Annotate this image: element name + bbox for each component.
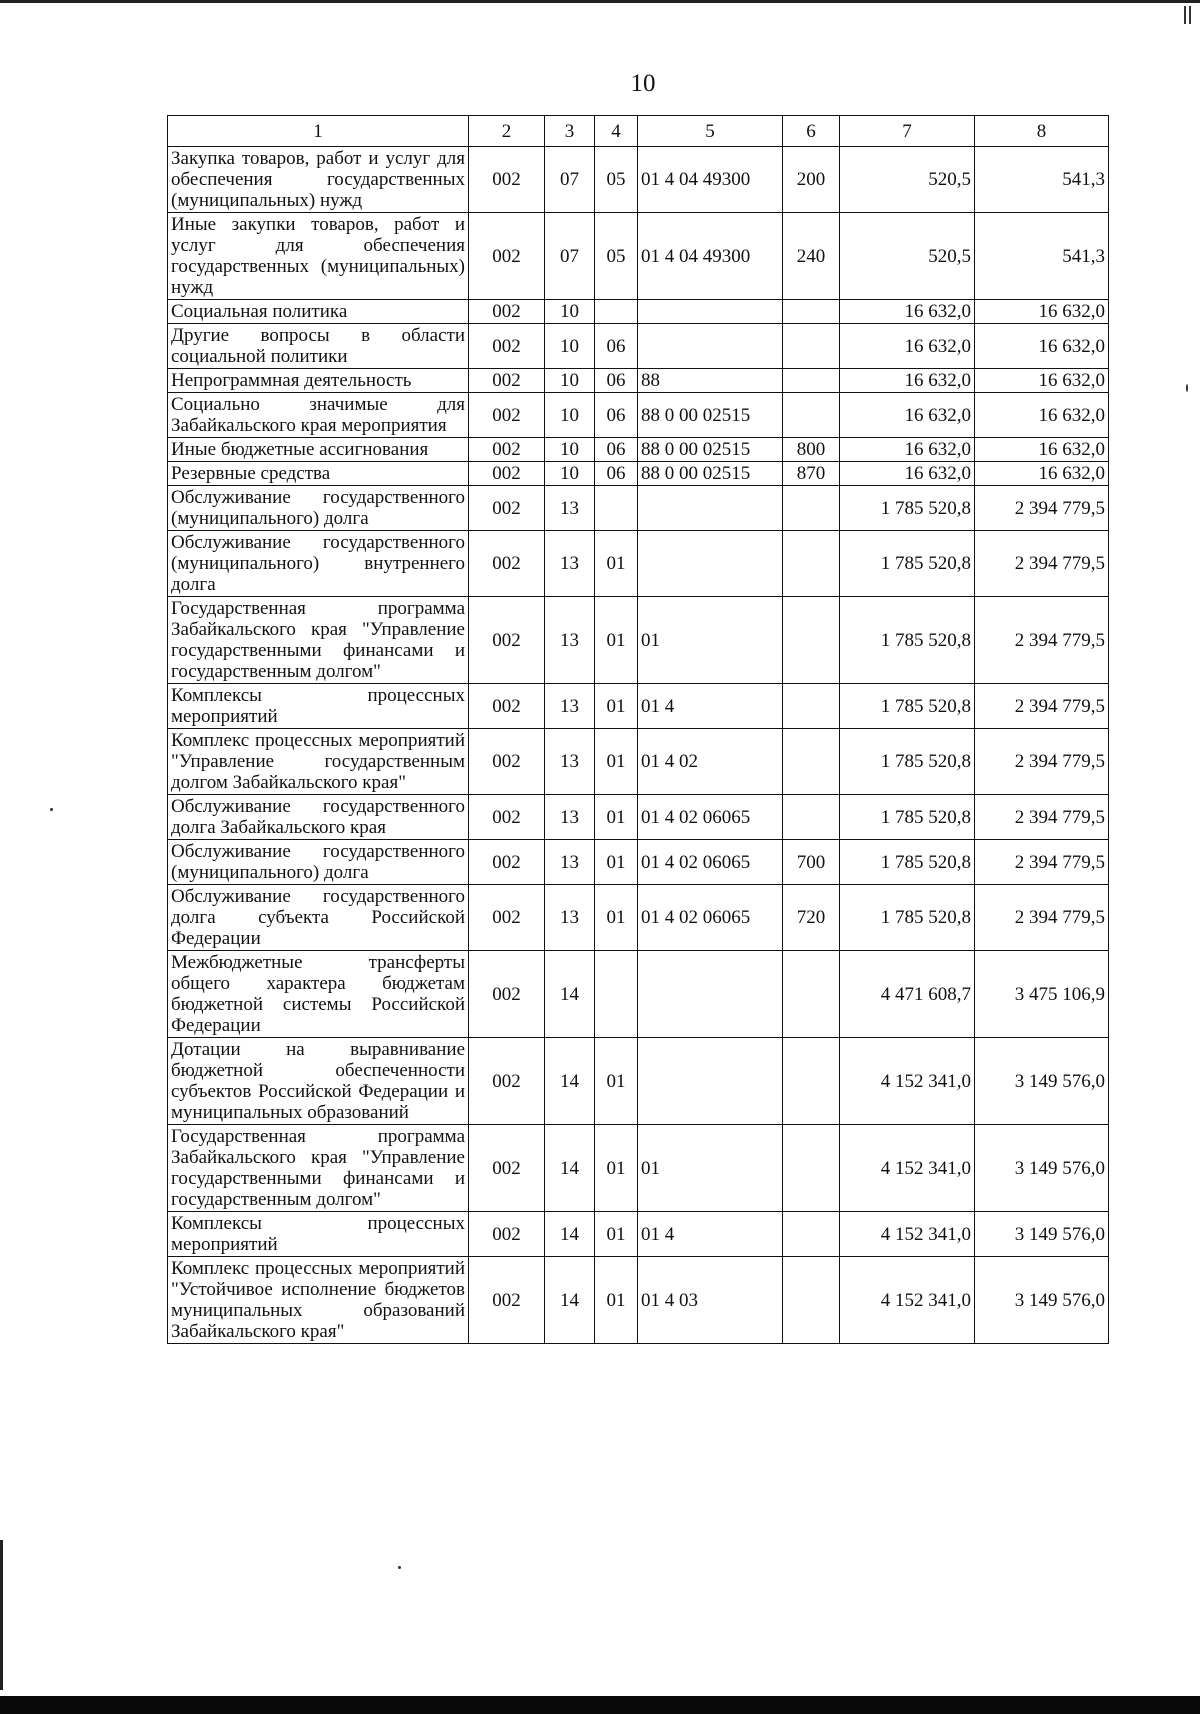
ministry-code-cell: 002 — [469, 729, 545, 795]
table-row — [168, 369, 1109, 393]
column-header-2: 2 — [469, 116, 545, 147]
section-cell: 13 — [545, 729, 595, 795]
subsection-cell: 01 — [595, 597, 638, 684]
target-article-cell: 01 4 02 06065 — [638, 795, 783, 840]
item-name-cell: Социально значимые для Забайкальского края мероприятия — [168, 393, 469, 438]
target-article-cell — [638, 324, 783, 369]
subsection-cell: 06 — [595, 369, 638, 393]
item-name-cell: Обслуживание государственного долга Забайкальского края — [168, 795, 469, 840]
expense-type-cell — [783, 300, 840, 324]
item-name-cell: Государственная программа Забайкальского края "Управление государственными финансами и государственным долгом" — [168, 1125, 469, 1212]
table-row — [168, 1125, 1109, 1212]
table-row — [168, 531, 1109, 597]
subsection-cell: 01 — [595, 1212, 638, 1257]
amount-col7-cell: 1 785 520,8 — [840, 597, 975, 684]
table-row — [168, 324, 1109, 369]
scan-mark — [1184, 6, 1191, 24]
target-article-cell: 01 4 — [638, 1212, 783, 1257]
subsection-cell: 01 — [595, 1038, 638, 1125]
subsection-cell: 01 — [595, 684, 638, 729]
amount-col7-cell: 4 152 341,0 — [840, 1212, 975, 1257]
subsection-cell: 01 — [595, 531, 638, 597]
section-cell: 14 — [545, 1125, 595, 1212]
amount-col7-cell: 1 785 520,8 — [840, 486, 975, 531]
section-cell: 13 — [545, 840, 595, 885]
subsection-cell — [595, 486, 638, 531]
expense-type-cell — [783, 393, 840, 438]
amount-col7-cell: 1 785 520,8 — [840, 684, 975, 729]
item-name-cell: Комплексы процессных мероприятий — [168, 1212, 469, 1257]
item-name-cell: Межбюджетные трансферты общего характера бюджетам бюджетной системы Российской Федерации — [168, 951, 469, 1038]
page-number: 10 — [630, 70, 656, 97]
subsection-cell: 01 — [595, 795, 638, 840]
ministry-code-cell: 002 — [469, 951, 545, 1038]
ministry-code-cell: 002 — [469, 684, 545, 729]
column-header-5: 5 — [638, 116, 783, 147]
section-cell: 13 — [545, 795, 595, 840]
subsection-cell: 06 — [595, 393, 638, 438]
item-name-cell: Дотации на выравнивание бюджетной обеспеченности субъектов Российской Федерации и муниципальных образований — [168, 1038, 469, 1125]
amount-col8-cell: 16 632,0 — [975, 393, 1109, 438]
expense-type-cell — [783, 729, 840, 795]
target-article-cell: 01 — [638, 597, 783, 684]
subsection-cell: 01 — [595, 885, 638, 951]
amount-col7-cell: 520,5 — [840, 147, 975, 213]
section-cell: 13 — [545, 531, 595, 597]
section-cell: 10 — [545, 393, 595, 438]
expense-type-cell — [783, 1212, 840, 1257]
target-article-cell — [638, 1038, 783, 1125]
amount-col7-cell: 1 785 520,8 — [840, 795, 975, 840]
amount-col7-cell: 16 632,0 — [840, 300, 975, 324]
amount-col8-cell: 2 394 779,5 — [975, 795, 1109, 840]
column-header-4: 4 — [595, 116, 638, 147]
expense-type-cell — [783, 369, 840, 393]
expense-type-cell — [783, 684, 840, 729]
amount-col8-cell: 541,3 — [975, 213, 1109, 300]
section-cell: 10 — [545, 462, 595, 486]
amount-col8-cell: 3 149 576,0 — [975, 1212, 1109, 1257]
table-row — [168, 486, 1109, 531]
amount-col8-cell: 16 632,0 — [975, 369, 1109, 393]
amount-col8-cell: 2 394 779,5 — [975, 684, 1109, 729]
amount-col8-cell: 3 149 576,0 — [975, 1257, 1109, 1344]
amount-col7-cell: 4 471 608,7 — [840, 951, 975, 1038]
amount-col7-cell: 1 785 520,8 — [840, 531, 975, 597]
ministry-code-cell: 002 — [469, 324, 545, 369]
expense-type-cell — [783, 324, 840, 369]
item-name-cell: Резервные средства — [168, 462, 469, 486]
ministry-code-cell: 002 — [469, 795, 545, 840]
column-header-8: 8 — [975, 116, 1109, 147]
table-row — [168, 597, 1109, 684]
ministry-code-cell: 002 — [469, 1257, 545, 1344]
expense-type-cell — [783, 1038, 840, 1125]
target-article-cell: 01 — [638, 1125, 783, 1212]
expense-type-cell — [783, 795, 840, 840]
item-name-cell: Иные бюджетные ассигнования — [168, 438, 469, 462]
ministry-code-cell: 002 — [469, 531, 545, 597]
table-row — [168, 684, 1109, 729]
subsection-cell: 01 — [595, 840, 638, 885]
target-article-cell: 01 4 02 06065 — [638, 840, 783, 885]
section-cell: 14 — [545, 1212, 595, 1257]
amount-col8-cell: 3 149 576,0 — [975, 1125, 1109, 1212]
column-header-3: 3 — [545, 116, 595, 147]
target-article-cell: 01 4 03 — [638, 1257, 783, 1344]
target-article-cell — [638, 531, 783, 597]
item-name-cell: Другие вопросы в области социальной политики — [168, 324, 469, 369]
item-name-cell: Закупка товаров, работ и услуг для обеспечения государственных (муниципальных) нужд — [168, 147, 469, 213]
item-name-cell: Обслуживание государственного (муниципального) долга — [168, 840, 469, 885]
target-article-cell: 01 4 — [638, 684, 783, 729]
table-row — [168, 840, 1109, 885]
expense-type-cell: 720 — [783, 885, 840, 951]
column-header-1: 1 — [168, 116, 469, 147]
section-cell: 13 — [545, 486, 595, 531]
target-article-cell — [638, 951, 783, 1038]
ministry-code-cell: 002 — [469, 597, 545, 684]
table-row — [168, 1038, 1109, 1125]
amount-col8-cell: 16 632,0 — [975, 462, 1109, 486]
table-row — [168, 147, 1109, 213]
item-name-cell: Комплексы процессных мероприятий — [168, 684, 469, 729]
table-row — [168, 729, 1109, 795]
item-name-cell: Непрограммная деятельность — [168, 369, 469, 393]
column-header-7: 7 — [840, 116, 975, 147]
target-article-cell — [638, 486, 783, 531]
amount-col7-cell: 16 632,0 — [840, 324, 975, 369]
expense-type-cell: 200 — [783, 147, 840, 213]
table-row — [168, 462, 1109, 486]
item-name-cell: Обслуживание государственного (муниципального) долга — [168, 486, 469, 531]
target-article-cell: 88 — [638, 369, 783, 393]
item-name-cell: Обслуживание государственного (муниципального) внутреннего долга — [168, 531, 469, 597]
section-cell: 10 — [545, 324, 595, 369]
scan-border-bottom — [0, 1696, 1200, 1714]
table-header-row — [168, 116, 1109, 147]
target-article-cell: 01 4 02 — [638, 729, 783, 795]
amount-col8-cell: 3 475 106,9 — [975, 951, 1109, 1038]
expense-type-cell: 240 — [783, 213, 840, 300]
scan-speck — [398, 1566, 401, 1569]
expense-type-cell — [783, 1125, 840, 1212]
amount-col7-cell: 520,5 — [840, 213, 975, 300]
section-cell: 10 — [545, 369, 595, 393]
expense-type-cell — [783, 1257, 840, 1344]
section-cell: 14 — [545, 1257, 595, 1344]
amount-col8-cell: 2 394 779,5 — [975, 597, 1109, 684]
section-cell: 07 — [545, 147, 595, 213]
amount-col8-cell: 3 149 576,0 — [975, 1038, 1109, 1125]
item-name-cell: Обслуживание государственного долга субъекта Российской Федерации — [168, 885, 469, 951]
amount-col7-cell: 1 785 520,8 — [840, 729, 975, 795]
ministry-code-cell: 002 — [469, 393, 545, 438]
section-cell: 10 — [545, 438, 595, 462]
ministry-code-cell: 002 — [469, 1212, 545, 1257]
ministry-code-cell: 002 — [469, 1038, 545, 1125]
ministry-code-cell: 002 — [469, 1125, 545, 1212]
item-name-cell: Социальная политика — [168, 300, 469, 324]
ministry-code-cell: 002 — [469, 213, 545, 300]
expense-type-cell: 800 — [783, 438, 840, 462]
subsection-cell: 01 — [595, 1257, 638, 1344]
target-article-cell: 01 4 04 49300 — [638, 147, 783, 213]
target-article-cell: 88 0 00 02515 — [638, 438, 783, 462]
amount-col7-cell: 16 632,0 — [840, 438, 975, 462]
column-header-6: 6 — [783, 116, 840, 147]
ministry-code-cell: 002 — [469, 885, 545, 951]
amount-col7-cell: 16 632,0 — [840, 462, 975, 486]
budget-table — [167, 115, 1109, 1344]
table-row — [168, 795, 1109, 840]
table-row — [168, 300, 1109, 324]
section-cell: 14 — [545, 951, 595, 1038]
scan-border-left — [0, 1540, 3, 1690]
section-cell: 07 — [545, 213, 595, 300]
section-cell: 13 — [545, 684, 595, 729]
amount-col8-cell: 2 394 779,5 — [975, 885, 1109, 951]
subsection-cell — [595, 951, 638, 1038]
expense-type-cell — [783, 597, 840, 684]
target-article-cell: 01 4 04 49300 — [638, 213, 783, 300]
ministry-code-cell: 002 — [469, 369, 545, 393]
section-cell: 13 — [545, 885, 595, 951]
ministry-code-cell: 002 — [469, 486, 545, 531]
subsection-cell — [595, 300, 638, 324]
table-row — [168, 393, 1109, 438]
section-cell: 13 — [545, 597, 595, 684]
scan-speck — [50, 808, 53, 811]
amount-col8-cell: 16 632,0 — [975, 300, 1109, 324]
ministry-code-cell: 002 — [469, 300, 545, 324]
ministry-code-cell: 002 — [469, 147, 545, 213]
amount-col8-cell: 2 394 779,5 — [975, 840, 1109, 885]
scan-speck — [1186, 384, 1188, 392]
item-name-cell: Государственная программа Забайкальского края "Управление государственными финансами и государственным долгом" — [168, 597, 469, 684]
amount-col7-cell: 16 632,0 — [840, 393, 975, 438]
target-article-cell: 88 0 00 02515 — [638, 393, 783, 438]
amount-col8-cell: 2 394 779,5 — [975, 531, 1109, 597]
amount-col8-cell: 2 394 779,5 — [975, 486, 1109, 531]
target-article-cell: 88 0 00 02515 — [638, 462, 783, 486]
amount-col7-cell: 4 152 341,0 — [840, 1257, 975, 1344]
subsection-cell: 06 — [595, 438, 638, 462]
expense-type-cell — [783, 951, 840, 1038]
expense-type-cell — [783, 486, 840, 531]
ministry-code-cell: 002 — [469, 462, 545, 486]
table-body — [168, 147, 1109, 1344]
expense-type-cell: 700 — [783, 840, 840, 885]
table-row — [168, 213, 1109, 300]
subsection-cell: 06 — [595, 324, 638, 369]
amount-col7-cell: 4 152 341,0 — [840, 1125, 975, 1212]
scan-border-top — [0, 0, 1200, 3]
item-name-cell: Комплекс процессных мероприятий "Управление государственным долгом Забайкальского края" — [168, 729, 469, 795]
table-row — [168, 438, 1109, 462]
subsection-cell: 01 — [595, 729, 638, 795]
expense-type-cell — [783, 531, 840, 597]
table-row — [168, 951, 1109, 1038]
table-row — [168, 1257, 1109, 1344]
expense-type-cell: 870 — [783, 462, 840, 486]
table-row — [168, 885, 1109, 951]
table-row — [168, 1212, 1109, 1257]
target-article-cell: 01 4 02 06065 — [638, 885, 783, 951]
amount-col7-cell: 4 152 341,0 — [840, 1038, 975, 1125]
target-article-cell — [638, 300, 783, 324]
ministry-code-cell: 002 — [469, 438, 545, 462]
amount-col7-cell: 16 632,0 — [840, 369, 975, 393]
subsection-cell: 05 — [595, 213, 638, 300]
amount-col8-cell: 2 394 779,5 — [975, 729, 1109, 795]
amount-col8-cell: 16 632,0 — [975, 324, 1109, 369]
subsection-cell: 01 — [595, 1125, 638, 1212]
section-cell: 14 — [545, 1038, 595, 1125]
item-name-cell: Комплекс процессных мероприятий "Устойчивое исполнение бюджетов муниципальных образований Забайкальского края" — [168, 1257, 469, 1344]
amount-col7-cell: 1 785 520,8 — [840, 840, 975, 885]
subsection-cell: 06 — [595, 462, 638, 486]
amount-col7-cell: 1 785 520,8 — [840, 885, 975, 951]
amount-col8-cell: 541,3 — [975, 147, 1109, 213]
section-cell: 10 — [545, 300, 595, 324]
item-name-cell: Иные закупки товаров, работ и услуг для обеспечения государственных (муниципальных) нужд — [168, 213, 469, 300]
amount-col8-cell: 16 632,0 — [975, 438, 1109, 462]
ministry-code-cell: 002 — [469, 840, 545, 885]
subsection-cell: 05 — [595, 147, 638, 213]
